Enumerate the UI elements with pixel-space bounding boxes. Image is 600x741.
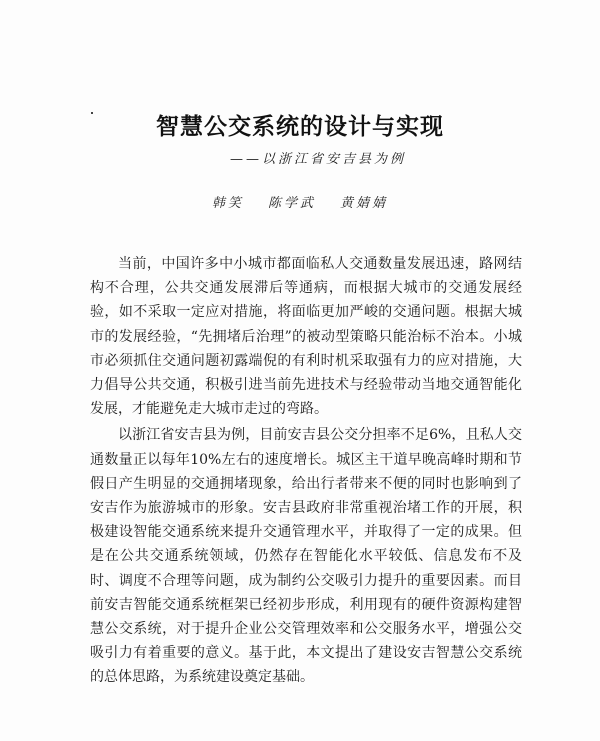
paper-subtitle: ——以浙江省安吉县为例 (230, 152, 407, 167)
body-paragraph: 当前，中国许多中小城市都面临私人交通数量发展迅速，路网结构不合理，公共交通发展滞后等通病，而根据大城市的交通发展经验，如不采取一定应对措施，将面临更加严峻的交通问题。根据大城市的发展经验，“先拥堵后治理”的被动型策略只能治标不治本。小城市必须抓住交通问题初露端倪的有利时机采取强有力的应对措施，大力倡导公共交通，积极引进当前先进技术与经验带动当地交通智能化发展，才能避免走大城市走过的弯路。 (90, 256, 522, 418)
author-name: 黄婧婧 (340, 196, 389, 211)
body-paragraph: 以浙江省安吉县为例，目前安吉县公交分担率不足6%，且私人交通数量正以每年10%左右的速度增长。城区主干道早晚高峰时期和节假日产生明显的交通拥堵现象，给出行者带来不便的同时也影响到了安吉作为旅游城市的形象。安吉县政府非常重视治堵工作的开展，积极建设智能交通系统来提升交通管理水平，并取得了一定的成果。但是在公共交通系统领域，仍然存在智能化水平较低、信息发布不及时、调度不合理等问题，成为制约公交吸引力提升的重要因素。而目前安吉智能交通系统框架已经初步形成，利用现有的硬件资源构建智慧公交系统，对于提升企业公交管理效率和公交服务水平，增强公交吸引力有着重要的意义。基于此，本文提出了建设安吉智慧公交系统的总体思路，为系统建设奠定基础。 (90, 427, 522, 686)
paper-body (90, 252, 522, 692)
author-name: 韩笑 (211, 196, 244, 211)
author-list (0, 192, 600, 211)
paper-title: 智慧公交系统的设计与实现 (156, 113, 444, 140)
author-name: 陈学武 (267, 196, 316, 211)
